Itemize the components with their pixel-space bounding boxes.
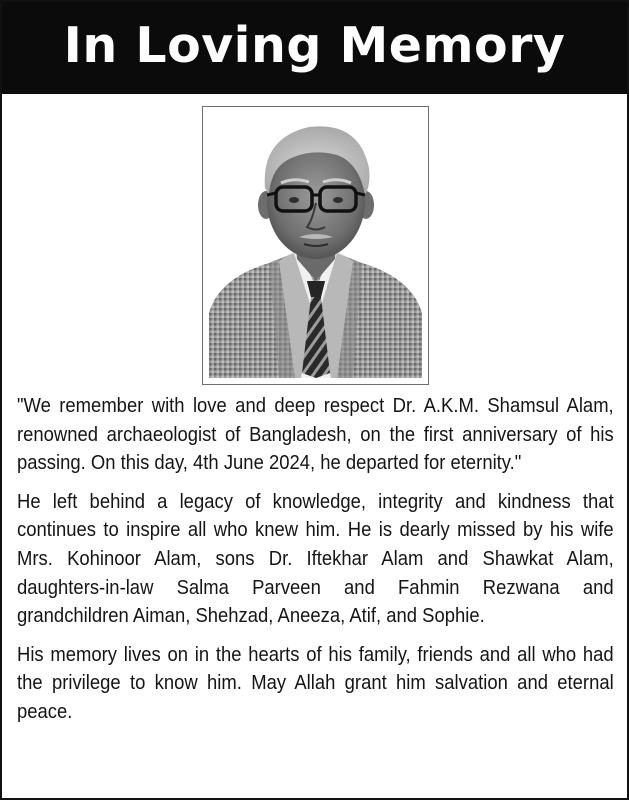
paragraph-prayer: His memory lives on in the hearts of his family, friends and all who had the privilege to know him. May Allah grant him salvation and eternal peace.	[17, 642, 614, 723]
notice-title: In Loving Memory	[63, 16, 566, 74]
paragraph-remembrance: "We remember with love and deep respect Dr. A.K.M. Shamsul Alam, renowned archaeologist of Bangladesh, on the first anniversary of his passing. On this day, 4th June 2024, he departed for eternity."	[17, 394, 614, 475]
notice-body	[17, 392, 614, 737]
header-banner	[2, 2, 627, 94]
paragraph-family: He left behind a legacy of knowledge, integrity and kindness that continues to inspire all who knew him. He is dearly missed by his wife Mrs. Kohinoor Alam, sons Dr. Iftekhar Alam and Shawkat Alam, daughters-in-law Salma Parveen and Fahmin Rezwana and grandchildren Aiman, Shehzad, Aneeza, Atif, and Sophie.	[17, 489, 614, 628]
portrait-photo	[209, 113, 422, 378]
portrait-frame	[202, 106, 429, 385]
